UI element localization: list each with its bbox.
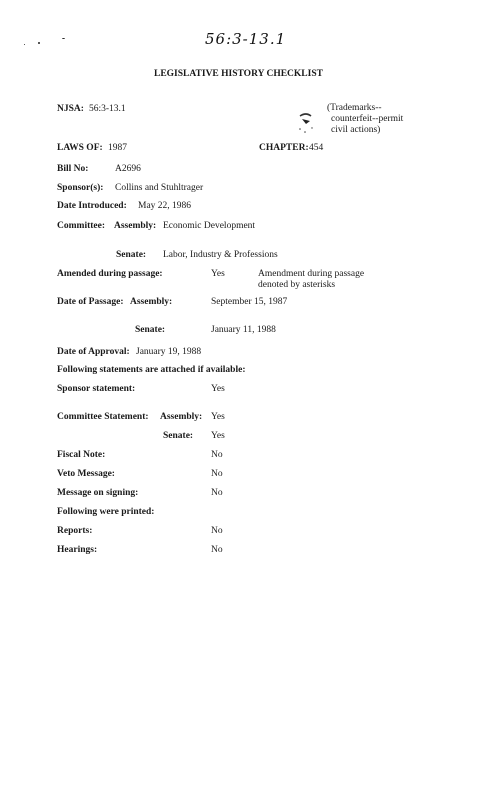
- message-on-signing-value: No: [211, 488, 223, 498]
- subject-note-line: civil actions): [331, 125, 381, 135]
- chapter-label: CHAPTER:: [259, 143, 309, 153]
- committee-label: Committee:: [57, 221, 106, 231]
- committee-assembly-value: Economic Development: [163, 221, 256, 231]
- committee-statement-assembly-label: Assembly:: [160, 412, 203, 422]
- fiscal-note-label: Fiscal Note:: [57, 450, 106, 460]
- passage-senate-label: Senate:: [135, 325, 166, 335]
- message-on-signing-label: Message on signing:: [57, 488, 139, 498]
- bill-no-value: A2696: [115, 164, 141, 174]
- date-of-passage-label: Date of Passage:: [57, 297, 124, 307]
- scan-speck: [38, 42, 40, 44]
- date-introduced-label: Date Introduced:: [57, 201, 127, 211]
- amended-note-line: denoted by asterisks: [258, 280, 336, 290]
- printed-heading: Following were printed:: [57, 507, 155, 517]
- scan-speck: [62, 38, 65, 39]
- hearings-value: No: [211, 545, 223, 555]
- committee-statement-senate-value: Yes: [211, 431, 225, 441]
- page-title: LEGISLATIVE HISTORY CHECKLIST: [154, 69, 323, 79]
- veto-message-value: No: [211, 469, 223, 479]
- sponsor-statement-value: Yes: [211, 384, 225, 394]
- committee-senate-value: Labor, Industry & Professions: [163, 250, 278, 260]
- date-of-approval-value: January 19, 1988: [136, 347, 202, 357]
- amended-label: Amended during passage:: [57, 269, 163, 279]
- scan-speck: [24, 44, 25, 45]
- amended-note-line: Amendment during passage: [258, 269, 365, 279]
- njsa-label: NJSA:: [57, 104, 84, 114]
- sponsors-label: Sponsor(s):: [57, 183, 104, 193]
- committee-statement-assembly-value: Yes: [211, 412, 225, 422]
- passage-senate-value: January 11, 1988: [211, 325, 276, 335]
- fiscal-note-value: No: [211, 450, 223, 460]
- sponsors-value: Collins and Stuhltrager: [115, 183, 204, 193]
- handwritten-statute-number: 56:3-13.1: [205, 30, 287, 48]
- passage-assembly-label: Assembly:: [130, 297, 173, 307]
- sponsor-statement-label: Sponsor statement:: [57, 384, 136, 394]
- date-of-approval-label: Date of Approval:: [57, 347, 130, 357]
- subject-note-line: (Trademarks--: [327, 103, 382, 113]
- committee-statement-senate-label: Senate:: [163, 431, 194, 441]
- bill-no-label: Bill No:: [57, 164, 89, 174]
- committee-assembly-label: Assembly:: [114, 221, 157, 231]
- date-introduced-value: May 22, 1986: [138, 201, 192, 211]
- reports-value: No: [211, 526, 223, 536]
- chapter-value: 454: [309, 143, 324, 153]
- veto-message-label: Veto Message:: [57, 469, 115, 479]
- stamp-mark: [296, 110, 318, 136]
- njsa-value: 56:3-13.1: [89, 104, 126, 114]
- statements-heading: Following statements are attached if available:: [57, 365, 246, 375]
- subject-note-line: counterfeit--permit: [331, 114, 404, 124]
- committee-senate-label: Senate:: [116, 250, 147, 260]
- passage-assembly-value: September 15, 1987: [211, 297, 288, 307]
- laws-of-value: 1987: [108, 143, 127, 153]
- hearings-label: Hearings:: [57, 545, 98, 555]
- reports-label: Reports:: [57, 526, 93, 536]
- laws-of-label: LAWS OF:: [57, 143, 103, 153]
- committee-statement-label: Committee Statement:: [57, 412, 149, 422]
- amended-value: Yes: [211, 269, 225, 279]
